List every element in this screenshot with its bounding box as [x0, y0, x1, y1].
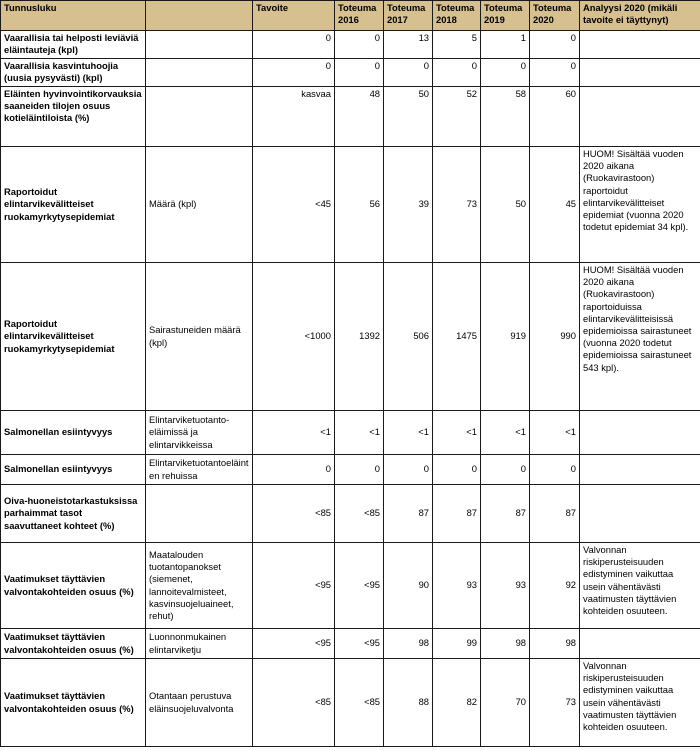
actual-2017: 0 [384, 59, 433, 87]
actual-2020: 60 [530, 87, 580, 147]
actual-2018: 52 [433, 87, 481, 147]
table-row [1, 263, 700, 411]
actual-2020: 87 [530, 485, 580, 543]
actual-2018: 87 [433, 485, 481, 543]
actual-2017: 50 [384, 87, 433, 147]
indicator-detail [146, 485, 253, 543]
actual-2018: 0 [433, 59, 481, 87]
indicator-name: Salmonellan esiintyvyys [1, 411, 146, 455]
table-row [1, 87, 700, 147]
header-cell: Analyysi 2020 (mikäli tavoite ei täyttynyt) [580, 1, 700, 31]
actual-2016: 56 [335, 147, 384, 263]
actual-2018: 0 [433, 455, 481, 485]
actual-2018: 1475 [433, 263, 481, 411]
indicator-detail: Maatalouden tuotantopanokset (siemenet, lannoitevalmisteet, kasvinsuojeluaineet, rehut) [146, 543, 253, 629]
actual-2018: 5 [433, 31, 481, 59]
actual-2018: 93 [433, 543, 481, 629]
indicator-name: Vaatimukset täyttävien valvontakohteiden osuus (%) [1, 543, 146, 629]
actual-2016: <1 [335, 411, 384, 455]
analysis-note [580, 87, 700, 147]
table-row [1, 629, 700, 659]
actual-2017: 13 [384, 31, 433, 59]
actual-2019: 98 [481, 629, 530, 659]
actual-2020: 45 [530, 147, 580, 263]
actual-2020: 990 [530, 263, 580, 411]
analysis-note [580, 455, 700, 485]
actual-2017: 506 [384, 263, 433, 411]
actual-2016: 0 [335, 455, 384, 485]
actual-2018: 73 [433, 147, 481, 263]
actual-2018: 99 [433, 629, 481, 659]
actual-2020: 0 [530, 31, 580, 59]
header-cell: Toteuma 2016 [335, 1, 384, 31]
actual-2017: 0 [384, 455, 433, 485]
actual-2016: 0 [335, 59, 384, 87]
actual-2019: 70 [481, 659, 530, 747]
target-value: <95 [253, 543, 335, 629]
actual-2019: 58 [481, 87, 530, 147]
actual-2019: 50 [481, 147, 530, 263]
analysis-note: HUOM! Sisältää vuoden 2020 aikana (Ruokavirastoon) raportoiduissa elintarvikevälitteisissä epidemioissa sairastuneet (vuonna 2020 todetut epidemioissa sairastuneet 543 kpl). [580, 263, 700, 411]
indicator-detail: Elintarviketuotantoeläinten rehuissa [146, 455, 253, 485]
header-cell: Toteuma 2017 [384, 1, 433, 31]
actual-2017: 90 [384, 543, 433, 629]
indicator-name: Vaatimukset täyttävien valvontakohteiden osuus (%) [1, 629, 146, 659]
header-cell: Toteuma 2018 [433, 1, 481, 31]
header-cell: Toteuma 2020 [530, 1, 580, 31]
header-cell [146, 1, 253, 31]
actual-2017: 87 [384, 485, 433, 543]
target-value: 0 [253, 59, 335, 87]
actual-2017: 88 [384, 659, 433, 747]
target-value: <95 [253, 629, 335, 659]
table-row [1, 659, 700, 747]
actual-2017: 39 [384, 147, 433, 263]
actual-2016: <95 [335, 629, 384, 659]
analysis-note: HUOM! Sisältää vuoden 2020 aikana (Ruokavirastoon) raportoidut elintarvikevälitteiset epidemiat (vuonna 2020 todetut epidemiat 34 kpl). [580, 147, 700, 263]
target-value: 0 [253, 31, 335, 59]
table-row [1, 59, 700, 87]
actual-2018: 82 [433, 659, 481, 747]
analysis-note [580, 629, 700, 659]
table-row [1, 147, 700, 263]
actual-2016: <95 [335, 543, 384, 629]
actual-2016: <85 [335, 659, 384, 747]
analysis-note [580, 31, 700, 59]
indicator-name: Vaarallisia tai helposti leviäviä eläintauteja (kpl) [1, 31, 146, 59]
target-value: <85 [253, 659, 335, 747]
actual-2019: 93 [481, 543, 530, 629]
actual-2016: 1392 [335, 263, 384, 411]
table-row [1, 31, 700, 59]
target-value: <1000 [253, 263, 335, 411]
actual-2019: 0 [481, 59, 530, 87]
target-value: kasvaa [253, 87, 335, 147]
target-value: <1 [253, 411, 335, 455]
table-row [1, 455, 700, 485]
actual-2016: <85 [335, 485, 384, 543]
actual-2020: 0 [530, 59, 580, 87]
actual-2017: <1 [384, 411, 433, 455]
indicator-detail: Otantaan perustuva eläinsuojeluvalvonta [146, 659, 253, 747]
indicator-detail [146, 59, 253, 87]
actual-2019: 0 [481, 455, 530, 485]
analysis-note: Valvonnan riskiperusteisuuden edistyminen vaikuttaa usein vähentävästi vaatimusten täyttävien kohteiden osuuteen. [580, 659, 700, 747]
actual-2020: 0 [530, 455, 580, 485]
indicator-name: Raportoidut elintarvikevälitteiset ruokamyrkytysepidemiat [1, 147, 146, 263]
indicator-detail: Sairastuneiden määrä (kpl) [146, 263, 253, 411]
target-value: <45 [253, 147, 335, 263]
actual-2019: 919 [481, 263, 530, 411]
header-row [1, 1, 700, 31]
table-row [1, 485, 700, 543]
indicator-name: Salmonellan esiintyvyys [1, 455, 146, 485]
indicator-detail: Luonnonmukainen elintarviketju [146, 629, 253, 659]
indicator-detail: Elintarviketuotanto-eläimissä ja elintarvikkeissa [146, 411, 253, 455]
indicator-detail [146, 87, 253, 147]
actual-2019: 1 [481, 31, 530, 59]
table-row [1, 543, 700, 629]
actual-2020: 92 [530, 543, 580, 629]
indicator-name: Raportoidut elintarvikevälitteiset ruokamyrkytysepidemiat [1, 263, 146, 411]
indicator-name: Vaarallisia kasvintuhoojia (uusia pysyvästi) (kpl) [1, 59, 146, 87]
actual-2017: 98 [384, 629, 433, 659]
indicator-name: Oiva-huoneistotarkastuksissa parhaimmat tasot saavuttaneet kohteet (%) [1, 485, 146, 543]
analysis-note: Valvonnan riskiperusteisuuden edistyminen vaikuttaa usein vähentävästi vaatimusten täyttävien kohteiden osuuteen. [580, 543, 700, 629]
analysis-note [580, 411, 700, 455]
table-row [1, 411, 700, 455]
indicator-name: Vaatimukset täyttävien valvontakohteiden osuus (%) [1, 659, 146, 747]
target-value: 0 [253, 455, 335, 485]
header-cell: Tavoite [253, 1, 335, 31]
indicator-detail [146, 31, 253, 59]
indicator-detail: Määrä (kpl) [146, 147, 253, 263]
actual-2020: 73 [530, 659, 580, 747]
analysis-note [580, 485, 700, 543]
actual-2019: <1 [481, 411, 530, 455]
actual-2020: 98 [530, 629, 580, 659]
header-cell: Toteuma 2019 [481, 1, 530, 31]
target-value: <85 [253, 485, 335, 543]
analysis-note [580, 59, 700, 87]
actual-2019: 87 [481, 485, 530, 543]
table-body [1, 31, 700, 747]
header-cell: Tunnusluku [1, 1, 146, 31]
indicator-name: Eläinten hyvinvointikorvauksia saaneiden tilojen osuus kotieläintiloista (%) [1, 87, 146, 147]
actual-2018: <1 [433, 411, 481, 455]
actual-2016: 48 [335, 87, 384, 147]
actual-2016: 0 [335, 31, 384, 59]
actual-2020: <1 [530, 411, 580, 455]
